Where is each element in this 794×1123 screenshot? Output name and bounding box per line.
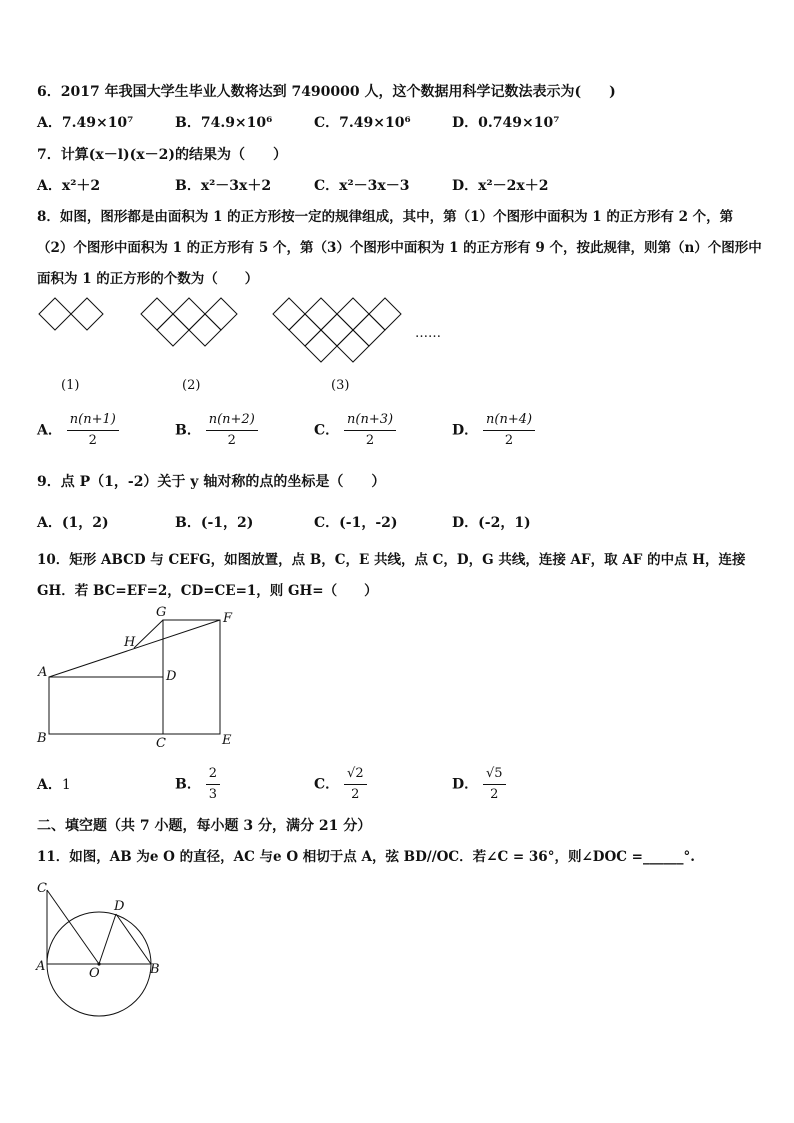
q8-ellipsis: ……	[415, 326, 441, 341]
q10-label-c: C	[156, 736, 166, 751]
q9-option-d: D．(-2，1)	[452, 515, 531, 531]
q10-option-a-letter: A．	[37, 777, 62, 793]
q8-figure-1	[38, 296, 108, 332]
q10-option-b-fraction	[206, 764, 220, 805]
q8-option-d-letter: D．	[452, 422, 479, 439]
q10-option-b-denominator: 3	[208, 787, 217, 802]
q8-option-c-letter: C．	[314, 422, 340, 439]
q8-figure-label-1: (1)	[61, 378, 80, 393]
q11-figure	[34, 876, 164, 1016]
q6-option-a: A．7.49×10⁷	[37, 115, 134, 131]
q11-label-a: A	[36, 959, 46, 974]
q10-label-a: A	[38, 665, 48, 680]
q8-stem-line-3: 面积为 1 的正方形的个数为（ ）	[37, 271, 259, 287]
q8-option-d-numerator: n(n+4)	[483, 410, 535, 431]
q10-option-b	[175, 764, 220, 805]
q11-label-d: D	[114, 899, 125, 914]
q8-option-b	[175, 410, 258, 451]
q10-label-d: D	[166, 669, 177, 684]
q8-option-c-denominator: 2	[365, 433, 375, 448]
q7-stem: 7．计算(x－l)(x－2)的结果为（ ）	[37, 147, 287, 163]
q9-option-b: B．(-1，2)	[175, 515, 254, 531]
q10-option-d-letter: D．	[452, 776, 479, 793]
q8-option-b-denominator: 2	[227, 433, 236, 448]
q8-option-a-fraction	[67, 410, 119, 451]
q10-option-b-letter: B．	[175, 776, 201, 793]
q10-option-c	[314, 764, 367, 805]
q6-option-c: C．7.49×10⁶	[314, 115, 411, 131]
q10-option-c-fraction	[344, 764, 367, 805]
q10-option-c-denominator: 2	[351, 787, 360, 802]
q10-option-a	[37, 775, 71, 795]
q8-option-b-fraction	[206, 410, 258, 451]
q10-figure	[36, 604, 240, 752]
q10-option-a-value: 1	[61, 777, 71, 793]
q10-option-d-denominator: 2	[490, 787, 499, 802]
q10-option-d-fraction	[483, 764, 506, 805]
q10-label-g: G	[156, 605, 167, 620]
section-title-fill-in-blanks: 二、填空题（共 7 小题，每小题 3 分，满分 21 分）	[37, 818, 372, 834]
q10-label-b: B	[37, 731, 47, 746]
q8-figure-2	[140, 296, 244, 348]
q8-option-a-numerator: n(n+1)	[67, 410, 119, 431]
q10-option-c-letter: C．	[314, 776, 340, 793]
q8-figure-label-2: (2)	[182, 378, 201, 393]
q8-figure-label-3: (3)	[331, 378, 350, 393]
q7-option-d: D．x²－2x＋2	[452, 178, 549, 194]
q6-stem: 6．2017 年我国大学生毕业人数将达到 7490000 人，这个数据用科学记数法表示为( )	[37, 84, 616, 100]
q10-option-c-numerator: √2	[344, 764, 367, 785]
q8-option-d-denominator: 2	[504, 433, 514, 448]
q11-label-o: O	[89, 966, 100, 981]
q10-option-b-numerator: 2	[206, 764, 220, 785]
q8-option-b-numerator: n(n+2)	[206, 410, 258, 431]
q8-figure-3	[272, 296, 408, 364]
q10-option-d	[452, 764, 506, 805]
q9-stem: 9．点 P（1，-2）关于 y 轴对称的点的坐标是（ ）	[37, 474, 386, 490]
q7-option-c: C．x²－3x－3	[314, 178, 410, 194]
q8-option-a-denominator: 2	[88, 433, 97, 448]
q6-option-d: D．0.749×10⁷	[452, 115, 560, 131]
q8-option-c-numerator: n(n+3)	[344, 410, 396, 431]
q7-option-b: B．x²－3x＋2	[175, 178, 272, 194]
q9-option-c: C．(-1，-2)	[314, 515, 398, 531]
q10-stem-line-2: GH．若 BC=EF=2，CD=CE=1，则 GH=（ ）	[37, 583, 378, 599]
q8-option-c	[314, 410, 396, 451]
q11-label-b: B	[150, 962, 160, 977]
q11-label-c: C	[37, 881, 47, 896]
q10-label-f: F	[223, 611, 233, 626]
q10-option-d-numerator: √5	[483, 764, 506, 785]
q10-label-h: H	[124, 635, 136, 650]
q8-option-d-fraction	[483, 410, 535, 451]
q10-label-e: E	[222, 733, 232, 748]
q8-option-b-letter: B．	[175, 422, 201, 439]
q8-option-a	[37, 410, 119, 451]
q9-option-a: A．(1，2)	[37, 515, 109, 531]
q8-option-a-letter: A．	[37, 422, 62, 439]
q8-stem-line-1: 8．如图，图形都是由面积为 1 的正方形按一定的规律组成，其中，第（1）个图形中面积为 1 的正方形有 2 个，第	[37, 209, 734, 225]
q7-option-a: A．x²＋2	[37, 178, 101, 194]
q10-stem-line-1: 10．矩形 ABCD 与 CEFG，如图放置，点 B，C，E 共线，点 C，D，G 共线，连接 AF，取 AF 的中点 H，连接	[37, 552, 746, 568]
q8-option-d	[452, 410, 535, 451]
q6-option-b: B．74.9×10⁶	[175, 115, 273, 131]
q11-stem: 11．如图，AB 为e O 的直径，AC 与e O 相切于点 A，弦 BD//OC．若∠C = 36°，则∠DOC =______°.	[37, 849, 695, 865]
q8-option-c-fraction	[344, 410, 396, 451]
q8-stem-line-2: （2）个图形中面积为 1 的正方形有 5 个，第（3）个图形中面积为 1 的正方形有 9 个，按此规律，则第（n）个图形中	[37, 240, 762, 256]
